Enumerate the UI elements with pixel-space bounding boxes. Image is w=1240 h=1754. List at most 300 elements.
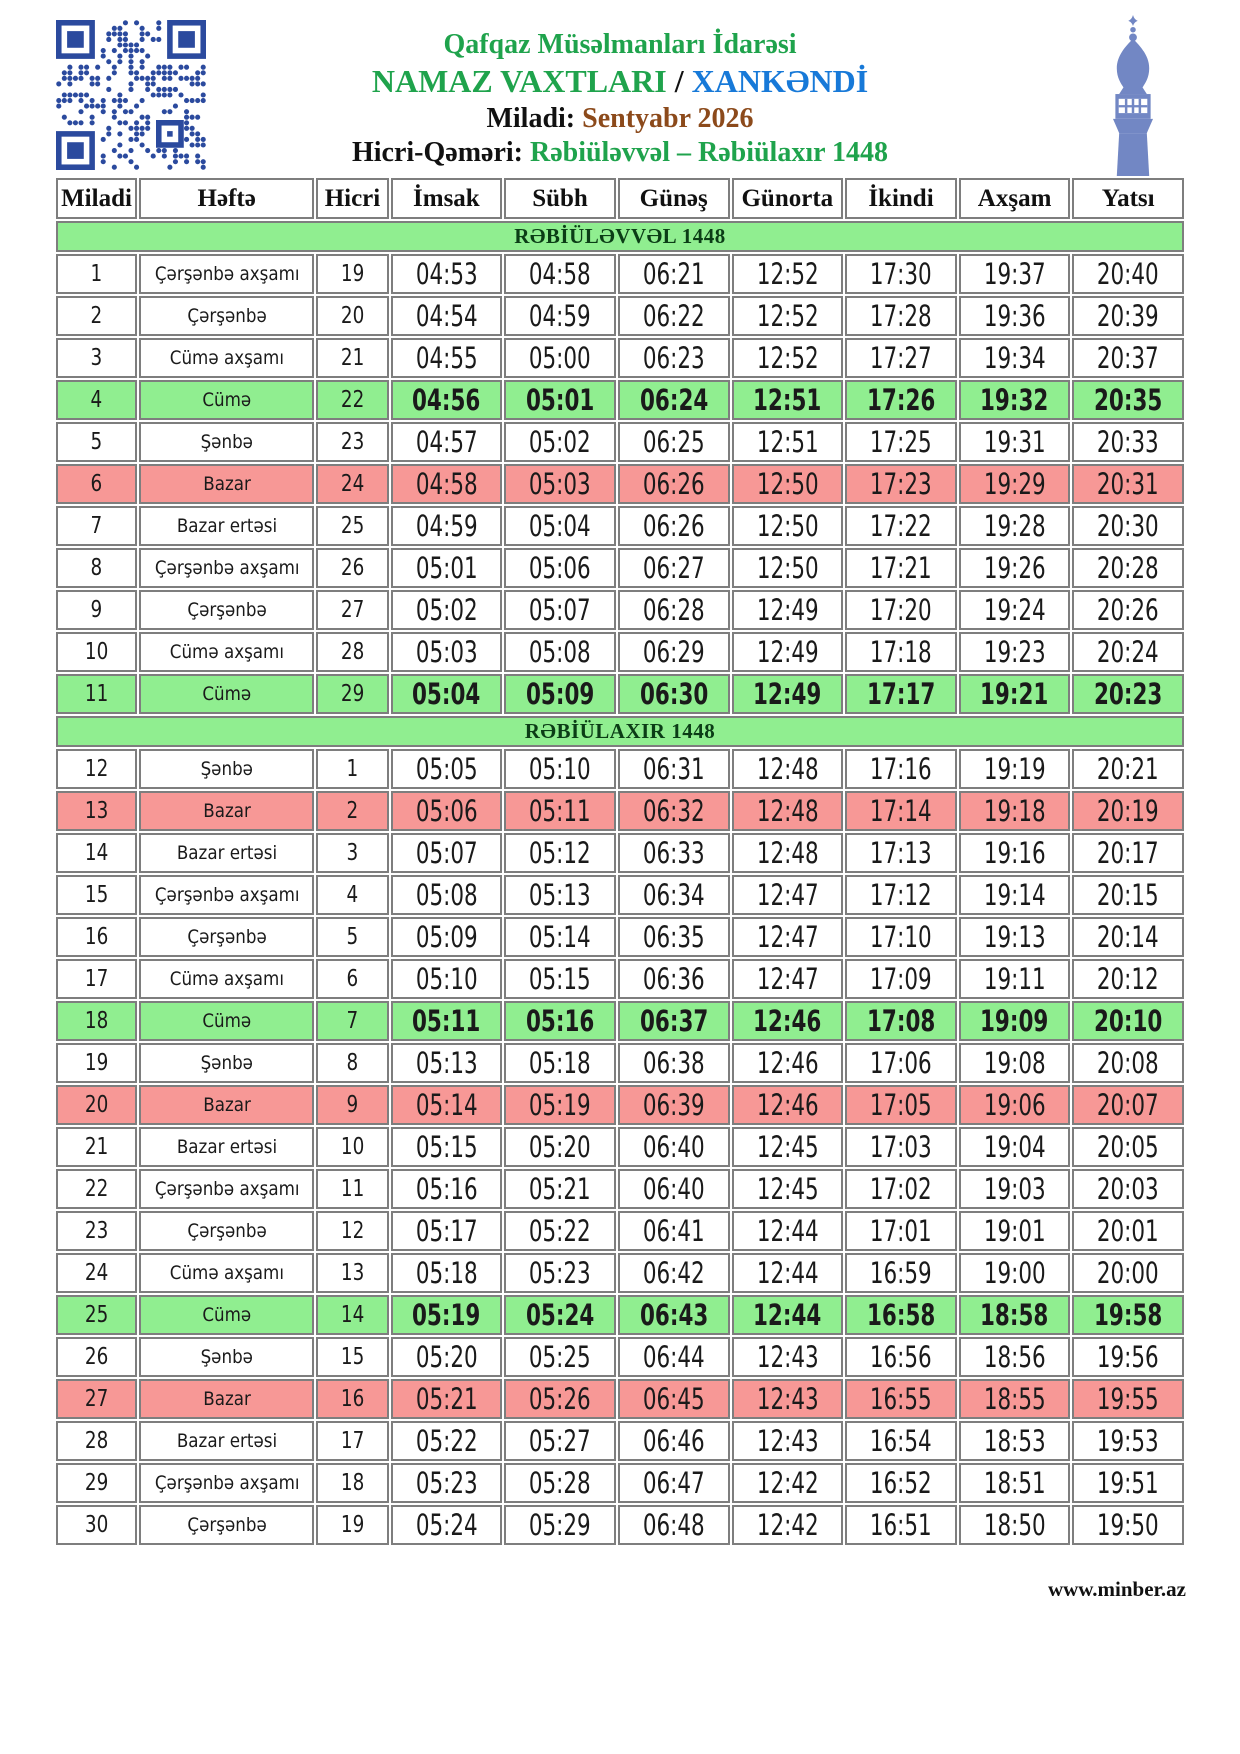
time-cell-imsak (391, 632, 503, 672)
time-cell-aksam (959, 1085, 1071, 1125)
time-cell-gunes (618, 749, 730, 789)
time-cell-ikindi (845, 1085, 957, 1125)
time-cell-gunes-value: 06:37 (639, 1004, 708, 1038)
time-cell-yatsi-value: 19:51 (1097, 1466, 1160, 1500)
weekday-cell-value: Çərşənbə (187, 1220, 267, 1242)
table-row (56, 1127, 1184, 1167)
time-cell-gunes-value: 06:25 (642, 425, 705, 459)
miladi-cell (56, 1337, 137, 1377)
time-cell-aksam (959, 875, 1071, 915)
time-cell-subh-value: 05:06 (529, 551, 591, 585)
time-cell-gunes-value: 06:26 (642, 467, 705, 501)
weekday-cell-value: Çərşənbə axşamı (154, 1178, 300, 1200)
time-cell-imsak-value: 05:08 (415, 878, 478, 912)
weekday-cell (139, 1127, 314, 1167)
time-cell-gunes (618, 833, 730, 873)
col-header-subh: Sübh (504, 178, 616, 219)
miladi-cell (56, 833, 137, 873)
miladi-cell-value: 11 (84, 681, 109, 707)
time-cell-imsak (391, 338, 503, 378)
time-cell-gunorta (732, 875, 844, 915)
time-cell-aksam-value: 19:11 (983, 962, 1046, 996)
time-cell-imsak (391, 464, 503, 504)
time-cell-aksam-value: 19:31 (983, 425, 1046, 459)
miladi-cell (56, 1043, 137, 1083)
time-cell-gunes-value: 06:39 (642, 1088, 705, 1122)
time-cell-ikindi-value: 16:56 (870, 1340, 932, 1374)
miladi-cell (56, 254, 137, 294)
time-cell-aksam (959, 674, 1071, 714)
weekday-cell (139, 506, 314, 546)
table-row (56, 380, 1184, 420)
time-cell-ikindi-value: 16:59 (870, 1256, 932, 1290)
time-cell-gunes-value: 06:32 (642, 794, 705, 828)
miladi-cell (56, 1127, 137, 1167)
miladi-cell-value: 14 (84, 840, 109, 866)
time-cell-subh (504, 875, 616, 915)
hicri-cell-value: 20 (340, 303, 365, 329)
weekday-cell (139, 548, 314, 588)
miladi-cell-value: 29 (84, 1470, 109, 1496)
miladi-cell (56, 380, 137, 420)
time-cell-gunorta-value: 12:46 (756, 1088, 819, 1122)
table-row (56, 1463, 1184, 1503)
miladi-cell-value: 1 (90, 261, 103, 287)
time-cell-gunes-value: 06:47 (642, 1466, 705, 1500)
weekday-cell-value: Cümə (202, 1304, 252, 1326)
hicri-cell (316, 338, 388, 378)
time-cell-aksam (959, 254, 1071, 294)
time-cell-aksam (959, 1001, 1071, 1041)
section-band-label: RƏBİÜLAXIR 1448 (56, 716, 1184, 747)
hicri-label: Hicri-Qəməri: (351, 136, 523, 168)
hicri-cell (316, 1043, 388, 1083)
time-cell-gunorta (732, 1421, 844, 1461)
hicri-cell (316, 590, 388, 630)
time-cell-ikindi-value: 17:06 (870, 1046, 932, 1080)
time-cell-gunes-value: 06:46 (642, 1424, 705, 1458)
miladi-cell-value: 2 (90, 303, 103, 329)
time-cell-aksam-value: 19:04 (983, 1130, 1046, 1164)
time-cell-aksam (959, 833, 1071, 873)
weekday-cell (139, 833, 314, 873)
title-separator: / (674, 63, 684, 100)
time-cell-subh (504, 590, 616, 630)
time-cell-yatsi-value: 19:50 (1097, 1508, 1160, 1542)
time-cell-subh-value: 05:02 (529, 425, 591, 459)
time-cell-yatsi-value: 20:00 (1097, 1256, 1160, 1290)
hicri-cell-value: 16 (340, 1386, 365, 1412)
time-cell-subh (504, 1463, 616, 1503)
hicri-cell-value: 17 (340, 1428, 365, 1454)
time-cell-gunes (618, 422, 730, 462)
time-cell-subh (504, 749, 616, 789)
time-cell-subh (504, 1043, 616, 1083)
time-cell-gunes (618, 875, 730, 915)
time-cell-gunorta (732, 1295, 844, 1335)
time-cell-gunes (618, 1295, 730, 1335)
time-cell-ikindi (845, 1505, 957, 1545)
time-cell-subh-value: 05:01 (525, 383, 595, 417)
time-cell-gunes-value: 06:41 (642, 1214, 705, 1248)
time-cell-ikindi (845, 875, 957, 915)
time-cell-gunorta-value: 12:47 (756, 962, 819, 996)
table-row (56, 674, 1184, 714)
table-row (56, 1085, 1184, 1125)
hicri-cell (316, 422, 388, 462)
table-row (56, 1295, 1184, 1335)
time-cell-ikindi (845, 1127, 957, 1167)
hicri-cell-value: 1 (346, 756, 359, 782)
weekday-cell-value: Bazar ertəsi (176, 1430, 277, 1452)
time-cell-yatsi (1072, 1337, 1184, 1377)
time-cell-imsak (391, 1043, 503, 1083)
time-cell-imsak (391, 1295, 503, 1335)
hicri-cell-value: 3 (346, 840, 359, 866)
website-footer (54, 1577, 1186, 1602)
time-cell-gunes-value: 06:40 (642, 1172, 705, 1206)
hicri-cell (316, 791, 388, 831)
time-cell-aksam-value: 19:19 (983, 752, 1046, 786)
time-cell-subh-value: 05:29 (529, 1508, 591, 1542)
gregorian-month-line (54, 103, 1186, 134)
time-cell-aksam (959, 422, 1071, 462)
time-cell-yatsi-value: 20:08 (1097, 1046, 1160, 1080)
time-cell-imsak-value: 05:11 (412, 1004, 481, 1038)
time-cell-aksam (959, 1379, 1071, 1419)
time-cell-aksam-value: 19:32 (980, 383, 1049, 417)
time-cell-ikindi-value: 17:22 (870, 509, 932, 543)
time-cell-aksam-value: 19:13 (983, 920, 1046, 954)
weekday-cell-value: Cümə (202, 389, 252, 411)
time-cell-subh-value: 05:03 (529, 467, 591, 501)
time-cell-imsak-value: 05:01 (415, 551, 478, 585)
time-cell-imsak-value: 04:54 (415, 299, 478, 333)
time-cell-subh (504, 1127, 616, 1167)
website-url: www.minber.az (1047, 1577, 1186, 1601)
time-cell-subh-value: 05:12 (529, 836, 591, 870)
time-cell-gunes (618, 1379, 730, 1419)
page-title (54, 64, 1186, 100)
time-cell-ikindi-value: 17:08 (866, 1004, 936, 1038)
time-cell-ikindi-value: 17:26 (866, 383, 936, 417)
time-cell-aksam (959, 548, 1071, 588)
time-cell-gunes (618, 1001, 730, 1041)
time-cell-gunes (618, 674, 730, 714)
time-cell-yatsi (1072, 548, 1184, 588)
weekday-cell-value: Şənbə (200, 431, 253, 453)
time-cell-subh-value: 05:26 (529, 1382, 591, 1416)
time-cell-ikindi (845, 506, 957, 546)
weekday-cell (139, 1337, 314, 1377)
time-cell-yatsi (1072, 791, 1184, 831)
time-cell-aksam (959, 791, 1071, 831)
table-row (56, 791, 1184, 831)
time-cell-ikindi-value: 17:17 (866, 677, 936, 711)
time-cell-subh (504, 338, 616, 378)
time-cell-gunes (618, 1421, 730, 1461)
time-cell-aksam-value: 19:23 (983, 635, 1046, 669)
time-cell-aksam (959, 1211, 1071, 1251)
time-cell-subh-value: 05:15 (529, 962, 591, 996)
time-cell-aksam-value: 19:24 (983, 593, 1046, 627)
time-cell-gunorta (732, 1463, 844, 1503)
time-cell-gunes (618, 1211, 730, 1251)
weekday-cell (139, 1085, 314, 1125)
hicri-cell-value: 9 (346, 1092, 359, 1118)
table-row (56, 1211, 1184, 1251)
hicri-cell-value: 24 (340, 471, 365, 497)
time-cell-gunes-value: 06:42 (642, 1256, 705, 1290)
weekday-cell (139, 1043, 314, 1083)
time-cell-yatsi-value: 20:19 (1097, 794, 1160, 828)
time-cell-yatsi (1072, 590, 1184, 630)
time-cell-ikindi (845, 1463, 957, 1503)
time-cell-subh-value: 05:22 (529, 1214, 591, 1248)
table-row (56, 1001, 1184, 1041)
time-cell-imsak-value: 05:20 (415, 1340, 478, 1374)
table-row (56, 917, 1184, 957)
time-cell-ikindi (845, 1295, 957, 1335)
time-cell-gunorta-value: 12:44 (756, 1256, 819, 1290)
time-cell-aksam-value: 19:16 (983, 836, 1046, 870)
time-cell-gunorta (732, 464, 844, 504)
miladi-cell (56, 632, 137, 672)
time-cell-aksam (959, 959, 1071, 999)
time-cell-subh-value: 05:10 (529, 752, 591, 786)
time-cell-imsak-value: 05:07 (415, 836, 478, 870)
time-cell-gunorta-value: 12:52 (756, 257, 819, 291)
col-header-aksam: Axşam (959, 178, 1071, 219)
hicri-cell-value: 19 (340, 261, 365, 287)
time-cell-ikindi-value: 16:52 (870, 1466, 932, 1500)
time-cell-ikindi (845, 959, 957, 999)
time-cell-yatsi-value: 20:31 (1097, 467, 1160, 501)
time-cell-yatsi-value: 20:07 (1097, 1088, 1160, 1122)
time-cell-ikindi (845, 296, 957, 336)
time-cell-subh (504, 833, 616, 873)
hicri-cell-value: 10 (340, 1134, 365, 1160)
table-row (56, 464, 1184, 504)
time-cell-imsak (391, 590, 503, 630)
time-cell-yatsi (1072, 917, 1184, 957)
time-cell-imsak-value: 05:04 (412, 677, 481, 711)
time-cell-aksam (959, 917, 1071, 957)
time-cell-subh-value: 05:19 (529, 1088, 591, 1122)
time-cell-aksam (959, 749, 1071, 789)
time-cell-subh-value: 05:23 (529, 1256, 591, 1290)
hicri-cell-value: 28 (340, 639, 365, 665)
weekday-cell-value: Çərşənbə axşamı (154, 1472, 300, 1494)
section-band-label: RƏBİÜLƏVVƏL 1448 (56, 221, 1184, 252)
time-cell-imsak-value: 05:02 (415, 593, 478, 627)
time-cell-gunorta (732, 1505, 844, 1545)
time-cell-yatsi-value: 20:37 (1097, 341, 1160, 375)
hicri-cell-value: 29 (340, 681, 365, 707)
miladi-cell (56, 959, 137, 999)
time-cell-aksam (959, 296, 1071, 336)
time-cell-subh-value: 04:59 (529, 299, 591, 333)
time-cell-imsak-value: 05:17 (415, 1214, 478, 1248)
time-cell-subh-value: 05:00 (529, 341, 591, 375)
weekday-cell-value: Çərşənbə (187, 1514, 267, 1536)
time-cell-gunorta-value: 12:49 (756, 635, 819, 669)
miladi-cell (56, 338, 137, 378)
time-cell-gunes-value: 06:40 (642, 1130, 705, 1164)
time-cell-gunes-value: 06:24 (639, 383, 708, 417)
miladi-cell (56, 1379, 137, 1419)
col-header-miladi: Miladi (56, 178, 137, 219)
time-cell-imsak-value: 05:22 (415, 1424, 478, 1458)
time-cell-gunes-value: 06:35 (642, 920, 705, 954)
time-cell-gunes (618, 548, 730, 588)
time-cell-gunorta (732, 1085, 844, 1125)
table-row (56, 1043, 1184, 1083)
time-cell-imsak (391, 506, 503, 546)
time-cell-gunes (618, 632, 730, 672)
time-cell-aksam-value: 19:36 (983, 299, 1046, 333)
time-cell-ikindi-value: 17:28 (870, 299, 932, 333)
miladi-cell (56, 422, 137, 462)
time-cell-aksam-value: 18:50 (983, 1508, 1046, 1542)
page-title-text: NAMAZ VAXTLARI (371, 63, 667, 100)
time-cell-gunes-value: 06:21 (642, 257, 705, 291)
time-cell-subh (504, 632, 616, 672)
miladi-cell-value: 8 (90, 555, 103, 581)
time-cell-gunorta-value: 12:47 (756, 920, 819, 954)
weekday-cell (139, 590, 314, 630)
hicri-cell (316, 917, 388, 957)
time-cell-aksam-value: 19:03 (983, 1172, 1046, 1206)
time-cell-yatsi-value: 20:28 (1097, 551, 1160, 585)
weekday-cell-value: Bazar (202, 473, 251, 495)
time-cell-ikindi (845, 632, 957, 672)
time-cell-gunorta-value: 12:43 (756, 1340, 819, 1374)
weekday-cell-value: Bazar ertəsi (176, 842, 277, 864)
time-cell-aksam-value: 19:18 (983, 794, 1046, 828)
time-cell-imsak (391, 380, 503, 420)
hicri-cell-value: 6 (346, 966, 359, 992)
hicri-cell-value: 21 (340, 345, 365, 371)
hicri-cell (316, 380, 388, 420)
time-cell-gunorta-value: 12:48 (756, 794, 819, 828)
hicri-cell-value: 15 (340, 1344, 365, 1370)
time-cell-gunes-value: 06:28 (642, 593, 705, 627)
time-cell-aksam (959, 1169, 1071, 1209)
hicri-value: Rəbiüləvvəl – Rəbiülaxır 1448 (529, 136, 889, 168)
miladi-cell-value: 18 (84, 1008, 109, 1034)
time-cell-yatsi (1072, 674, 1184, 714)
time-cell-subh (504, 1505, 616, 1545)
time-cell-yatsi (1072, 338, 1184, 378)
time-cell-aksam-value: 18:51 (983, 1466, 1046, 1500)
time-cell-gunorta (732, 1379, 844, 1419)
miladi-cell (56, 1169, 137, 1209)
hicri-cell-value: 14 (340, 1302, 365, 1328)
time-cell-ikindi (845, 590, 957, 630)
time-cell-subh (504, 548, 616, 588)
hicri-cell (316, 506, 388, 546)
qr-code-icon (56, 20, 206, 170)
time-cell-ikindi (845, 1211, 957, 1251)
hicri-cell-value: 23 (340, 429, 365, 455)
table-row (56, 632, 1184, 672)
hicri-cell (316, 548, 388, 588)
time-cell-ikindi (845, 674, 957, 714)
time-cell-ikindi-value: 17:01 (870, 1214, 932, 1248)
time-cell-gunorta-value: 12:52 (756, 341, 819, 375)
table-row (56, 548, 1184, 588)
weekday-cell (139, 749, 314, 789)
organization-title: Qafqaz Müsəlmanları İdarəsi (443, 29, 797, 60)
weekday-cell-value: Çərşənbə axşamı (154, 557, 300, 579)
time-cell-gunes (618, 338, 730, 378)
time-cell-ikindi-value: 17:25 (870, 425, 932, 459)
time-cell-imsak (391, 833, 503, 873)
time-cell-subh-value: 05:18 (529, 1046, 591, 1080)
miladi-cell-value: 21 (84, 1134, 109, 1160)
time-cell-subh (504, 1295, 616, 1335)
table-row (56, 422, 1184, 462)
time-cell-imsak-value: 04:53 (415, 257, 478, 291)
time-cell-yatsi (1072, 833, 1184, 873)
col-header-ikindi: İkindi (845, 178, 957, 219)
weekday-cell (139, 296, 314, 336)
col-header-hicri: Hicri (316, 178, 388, 219)
miladi-cell (56, 1085, 137, 1125)
time-cell-ikindi (845, 1337, 957, 1377)
time-cell-subh (504, 254, 616, 294)
miladi-cell (56, 1295, 137, 1335)
time-cell-imsak-value: 05:09 (415, 920, 478, 954)
time-cell-ikindi-value: 17:14 (870, 794, 932, 828)
time-cell-yatsi-value: 20:39 (1097, 299, 1160, 333)
time-cell-yatsi (1072, 254, 1184, 294)
time-cell-yatsi (1072, 749, 1184, 789)
hicri-cell (316, 1505, 388, 1545)
miladi-cell-value: 27 (84, 1386, 109, 1412)
time-cell-yatsi-value: 20:15 (1097, 878, 1160, 912)
time-cell-yatsi-value: 20:10 (1094, 1004, 1163, 1038)
time-cell-gunes (618, 791, 730, 831)
time-cell-yatsi-value: 20:01 (1097, 1214, 1160, 1248)
time-cell-ikindi (845, 338, 957, 378)
hicri-cell (316, 1337, 388, 1377)
time-cell-imsak (391, 1337, 503, 1377)
time-cell-gunes (618, 590, 730, 630)
hicri-cell-value: 18 (340, 1470, 365, 1496)
time-cell-gunorta (732, 1127, 844, 1167)
hicri-cell-value: 13 (340, 1260, 365, 1286)
weekday-cell-value: Cümə axşamı (169, 641, 284, 663)
time-cell-gunes-value: 06:29 (642, 635, 705, 669)
time-cell-gunorta-value: 12:50 (756, 509, 819, 543)
col-header-hefte: Həftə (139, 178, 314, 219)
time-cell-gunorta-value: 12:44 (756, 1214, 819, 1248)
time-cell-gunorta-value: 12:46 (753, 1004, 822, 1038)
weekday-cell (139, 1463, 314, 1503)
weekday-cell-value: Bazar (202, 1388, 251, 1410)
time-cell-yatsi-value: 20:14 (1097, 920, 1160, 954)
time-cell-subh (504, 959, 616, 999)
time-cell-subh (504, 1421, 616, 1461)
title-block (54, 16, 1186, 168)
miladi-cell (56, 464, 137, 504)
time-cell-ikindi (845, 548, 957, 588)
time-cell-imsak (391, 254, 503, 294)
time-cell-subh-value: 05:07 (529, 593, 591, 627)
time-cell-yatsi (1072, 959, 1184, 999)
